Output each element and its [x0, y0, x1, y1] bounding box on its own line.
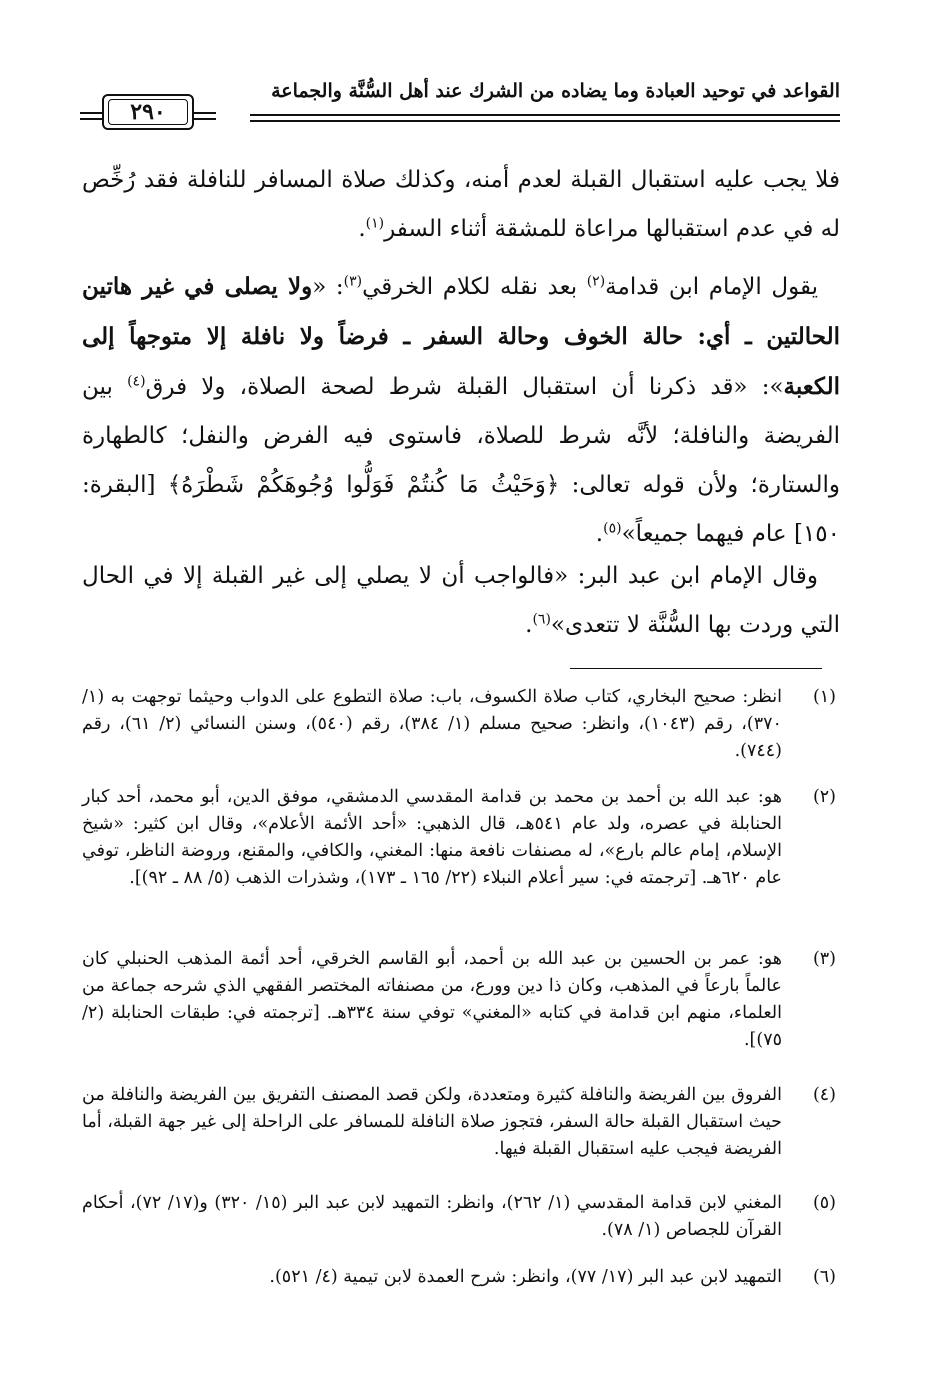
footnote-ref: (١): [365, 215, 385, 232]
footnote-6: [82, 1264, 840, 1304]
paragraph-text: فلا يجب عليه استقبال القبلة لعدم أمنه، وكذلك صلاة المسافر للنافلة فقد رُخِّص له في عدم استقبالها مراعاة للمشقة أثناء السفر: [82, 167, 840, 242]
footnote-4: [82, 1082, 840, 1190]
page-header: [80, 70, 840, 130]
footnote-number: (٤): [812, 1085, 836, 1105]
paragraph-text: بعد نقله لكلام الخرقي: [362, 274, 587, 300]
footnote-ref: (٦): [532, 611, 551, 628]
footnote-text: انظر: صحيح البخاري، كتاب صلاة الكسوف، باب: صلاة التطوع على الدواب وحيثما توجهت به (١/ ٣٧٠)، رقم (١٠٤٣)، وانظر: صحيح مسلم (١/ ٣٨٤)، رقم (٥٤٠)، وسنن النسائي (٢/ ٦١)، رقم (٧٤٤).: [82, 687, 782, 761]
page-number: ٢٩٠: [130, 99, 166, 125]
running-title: القواعد في توحيد العبادة وما يضاده من الشرك عند أهل السُّنَّة والجماعة: [271, 80, 840, 102]
footnote-1: [82, 684, 840, 784]
footnote-text: المغني لابن قدامة المقدسي (١/ ٢٦٢)، وانظر: التمهيد لابن عبد البر (١٥/ ٣٢٠) و(١٧/ ٧٢)، أحكام القرآن للجصاص (١/ ٧٨).: [82, 1193, 783, 1240]
paragraph-text: وقال الإمام ابن عبد البر: «فالواجب أن لا يصلي إلى غير القبلة إلا في الحال التي وردت بها السُّنَّة لا تتعدى»: [82, 563, 840, 638]
paragraph-1: [82, 156, 840, 254]
paragraph-text: »: «قد ذكرنا أن استقبال القبلة شرط لصحة الصلاة، ولا فرق: [145, 374, 784, 400]
header-ornament: [194, 112, 216, 114]
header-ornament: [80, 112, 102, 114]
footnote-text: الفروق بين الفريضة والنافلة كثيرة ومتعددة، ولكن قصد المصنف التفريق بين الفريضة والنافلة من حيث استقبال القبلة حالة السفر، فتجوز صلاة النافلة للمسافر على الراحلة إلى غير جهة القبلة، أما الفريضة فيجب عليه استقبال القبلة فيها.: [82, 1085, 782, 1159]
footnote-number: (٣): [812, 949, 836, 969]
header-rule: [250, 120, 840, 122]
paragraph-end: .: [358, 216, 366, 242]
paragraph-text: : «: [312, 274, 344, 300]
footnote-ref: (٤): [127, 373, 146, 390]
header-rule: [250, 114, 840, 116]
footnotes: [82, 684, 840, 1304]
footnote-ref: (٢): [586, 273, 606, 290]
footnote-ref: (٣): [343, 273, 363, 290]
footnote-text: التمهيد لابن عبد البر (١٧/ ٧٧)، وانظر: شرح العمدة لابن تيمية (٤/ ٥٢١).: [269, 1267, 782, 1287]
footnote-2: [82, 784, 840, 946]
paragraph-3: [82, 552, 840, 650]
paragraph-text: بين الفريضة والنافلة؛ لأنَّه شرط للصلاة، فاستوى فيه الفرض والنفل؛ كالطهارة والستارة؛ ولأن قوله تعالى: ﴿وَحَيْثُ مَا كُنتُمْ فَوَلُّوا وُجُوهَكُمْ شَطْرَهُ﴾ [البقرة: ١٥٠] عام فيهما جميعاً»: [82, 374, 840, 547]
footnote-text: هو: عبد الله بن أحمد بن محمد بن قدامة المقدسي الدمشقي، موفق الدين، أبو محمد، أحد كبار الحنابلة في عصره، ولد عام ٥٤١هـ، قال الذهبي: «أحد الأئمة الأعلام»، وقال ابن كثير: «شيخ الإسلام، إمام عالم بارع»، له مصنفات نافعة منها: المغني، والكافي، والمقنع، وروضة الناظر، توفي عام ٦٢٠هـ. [ترجمته في: سير أعلام النبلاء (٢٢/ ١٦٥ ـ ١٧٣)، وشذرات الذهب (٥/ ٨٨ ـ ٩٢)].: [82, 787, 782, 888]
footnote-ref: (٥): [603, 520, 622, 537]
paragraph-text: يقول الإمام ابن قدامة: [605, 274, 818, 300]
page-number-frame: [102, 94, 194, 130]
footnote-5: [82, 1190, 840, 1264]
paragraph-end: .: [595, 521, 604, 547]
footnote-number: (٥): [812, 1193, 836, 1213]
footnote-3: [82, 946, 840, 1082]
footnote-text: هو: عمر بن الحسين بن عبد الله بن أحمد، أبو القاسم الخرقي، أحد أئمة المذهب الحنبلي كان عالماً بارعاً في المذهب، وكان ذا دين وورع، من مصنفاته المختصر الفقهي الذي شرحه جماعة من العلماء، منهم ابن قدامة في كتابه «المغني» توفي سنة ٣٣٤هـ. [ترجمته في: طبقات الحنابلة (٢/ ٧٥)].: [82, 949, 782, 1050]
footnote-separator: [570, 668, 822, 669]
footnote-number: (٦): [812, 1267, 836, 1287]
footnote-number: (٢): [812, 787, 836, 807]
footnote-number: (١): [812, 687, 836, 707]
paragraph-2: [82, 262, 840, 559]
quoted-matn: ولا يصلى في غير هاتين الحالتين ـ أي: حالة الخوف وحالة السفر ـ فرضاً ولا نافلة إلا متوجهاً إلى الكعبة: [82, 273, 840, 400]
paragraph-end: .: [525, 612, 533, 638]
